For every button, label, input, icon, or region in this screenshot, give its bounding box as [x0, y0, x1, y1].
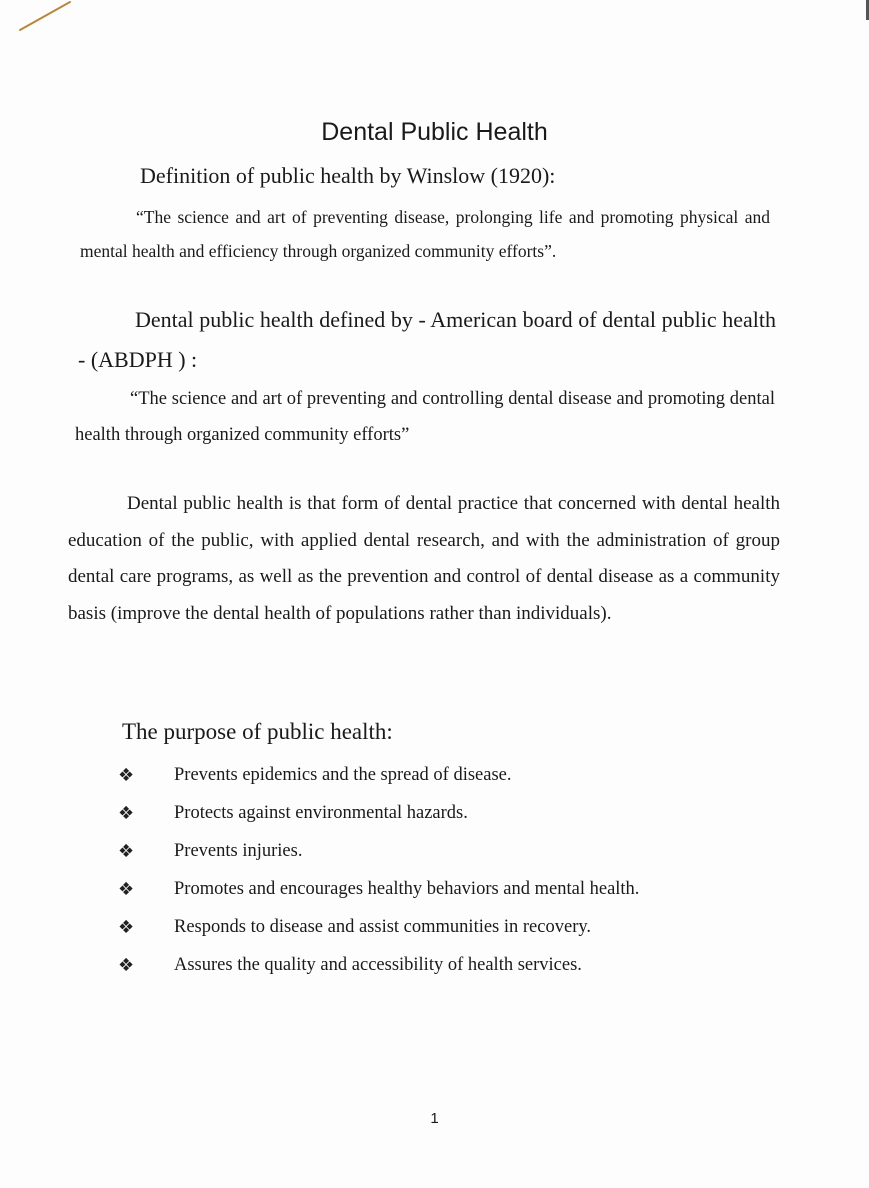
purpose-item-text: Assures the quality and accessibility of health services.: [174, 955, 582, 975]
diamond-bullet-icon: ❖: [118, 840, 135, 862]
purpose-list: [118, 756, 639, 984]
description-paragraph: Dental public health is that form of dental practice that concerned with dental health education of the public, with applied dental research, and with the administration of group dental care programs, as well as the prevention and control of dental disease as a community basis (improve the dental health of populations rather than individuals).: [68, 493, 780, 624]
purpose-item: [118, 946, 639, 984]
purpose-item-text: Responds to disease and assist communities in recovery.: [174, 917, 592, 937]
diamond-bullet-icon: ❖: [118, 802, 135, 824]
diamond-bullet-icon: ❖: [118, 954, 135, 976]
purpose-item: [118, 794, 639, 832]
diamond-bullet-icon: ❖: [118, 878, 135, 900]
purpose-heading: The purpose of public health:: [122, 719, 393, 744]
winslow-quote: “The science and art of preventing disease, prolonging life and promoting physical and mental health and efficiency through organized community efforts”.: [80, 207, 770, 261]
document-title: Dental Public Health: [321, 118, 548, 146]
purpose-item-text: Protects against environmental hazards.: [174, 803, 468, 823]
purpose-item: [118, 756, 639, 794]
abdph-heading: Dental public health defined by - American board of dental public health - (ABDPH ) :: [78, 307, 776, 372]
purpose-item-text: Prevents injuries.: [174, 841, 303, 861]
diamond-bullet-icon: ❖: [118, 764, 135, 786]
abdph-quote: “The science and art of preventing and controlling dental disease and promoting dental health through organized community efforts”: [75, 389, 775, 445]
purpose-item-text: Prevents epidemics and the spread of disease.: [174, 765, 512, 785]
purpose-item: [118, 832, 639, 870]
purpose-item: [118, 870, 639, 908]
diamond-bullet-icon: ❖: [118, 916, 135, 938]
page-number: 1: [430, 1110, 439, 1127]
purpose-item-text: Promotes and encourages healthy behaviors and mental health.: [174, 879, 640, 899]
definition-heading: Definition of public health by Winslow (1920):: [140, 163, 556, 188]
pen-mark: [18, 0, 78, 34]
purpose-item: [118, 908, 639, 946]
